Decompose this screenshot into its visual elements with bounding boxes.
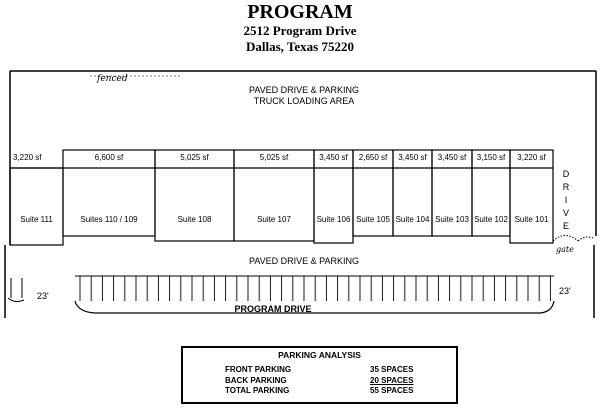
back-parking-label: BACK PARKING	[225, 376, 287, 385]
parking-analysis-box	[181, 346, 458, 404]
fenced-handwritten-note: fenced	[97, 74, 128, 84]
building	[10, 150, 553, 245]
front-parking-label: FRONT PARKING	[225, 365, 292, 374]
gate-symbol	[553, 236, 593, 242]
drive-letter-r: R	[562, 182, 570, 192]
address-city: Dallas, Texas 75220	[246, 39, 354, 54]
suite-name-label: Suites 110 / 109	[80, 215, 138, 224]
suite-outline	[10, 168, 63, 245]
drive-letter-e: E	[562, 221, 570, 231]
suite-name-label: Suite 111	[20, 215, 53, 224]
street-label: PROGRAM DRIVE	[234, 304, 312, 314]
suite-area-label: 3,450 sf	[437, 153, 467, 162]
drive-letter-d: D	[562, 169, 570, 179]
suite-name-label: Suite 105	[356, 215, 390, 224]
top-paving-label: PAVED DRIVE & PARKING	[248, 85, 360, 95]
suite-name-label: Suite 103	[435, 215, 469, 224]
address-street: 2512 Program Drive	[243, 23, 357, 38]
parking-analysis-title: PARKING ANALYSIS	[278, 350, 361, 360]
suite-area-label: 6,600 sf	[94, 153, 124, 162]
total-parking-row	[183, 386, 456, 396]
left-dimension-label: 23'	[37, 291, 49, 301]
drive-letter-v: V	[562, 208, 570, 218]
right-dimension-label: 23'	[559, 286, 571, 296]
suite-area-label: 3,450 sf	[319, 153, 348, 162]
truck-loading-label: TRUCK LOADING AREA	[253, 96, 355, 106]
total-parking-label: TOTAL PARKING	[225, 386, 290, 395]
front-parking-curb	[75, 301, 554, 313]
drive-letter-i: I	[564, 195, 568, 205]
suite-area-label: 5,025 sf	[259, 153, 289, 162]
suite-outline	[234, 150, 314, 241]
suite-name-label: Suite 102	[474, 215, 508, 224]
side-drive-label	[563, 169, 570, 231]
front-paving-label: PAVED DRIVE & PARKING	[248, 256, 360, 266]
back-parking-row	[183, 376, 456, 386]
suite-area-label: 3,220 sf	[517, 153, 546, 162]
suite-area-label: 5,025 sf	[180, 153, 209, 162]
suite-name-label: Suite 107	[257, 215, 291, 224]
suite-name-label: Suite 108	[177, 215, 212, 224]
suite-area-label: 3,150 sf	[476, 153, 506, 162]
suite-outline	[155, 150, 234, 241]
front-parking-row	[183, 365, 456, 375]
suite-outline	[510, 150, 553, 243]
property-title: PROGRAM	[247, 1, 353, 23]
suite-name-label: Suite 106	[316, 215, 351, 224]
total-parking-value: 55 SPACES	[370, 386, 414, 395]
front-parking-value: 35 SPACES	[370, 365, 414, 374]
suite-outline	[314, 150, 353, 243]
suite-name-label: Suite 101	[514, 215, 549, 224]
front-parking-stalls	[80, 276, 550, 301]
back-parking-value: 20 SPACES	[370, 376, 414, 385]
suite-area-label: 3,450 sf	[398, 153, 427, 162]
suite-area-label: 2,650 sf	[358, 153, 388, 162]
gate-handwritten-note: gate	[556, 245, 574, 254]
suite-area-label: 3,220 sf	[13, 153, 42, 162]
left-corner-stalls	[8, 278, 24, 302]
property-boundary	[5, 71, 596, 318]
suite-name-label: Suite 104	[395, 215, 430, 224]
